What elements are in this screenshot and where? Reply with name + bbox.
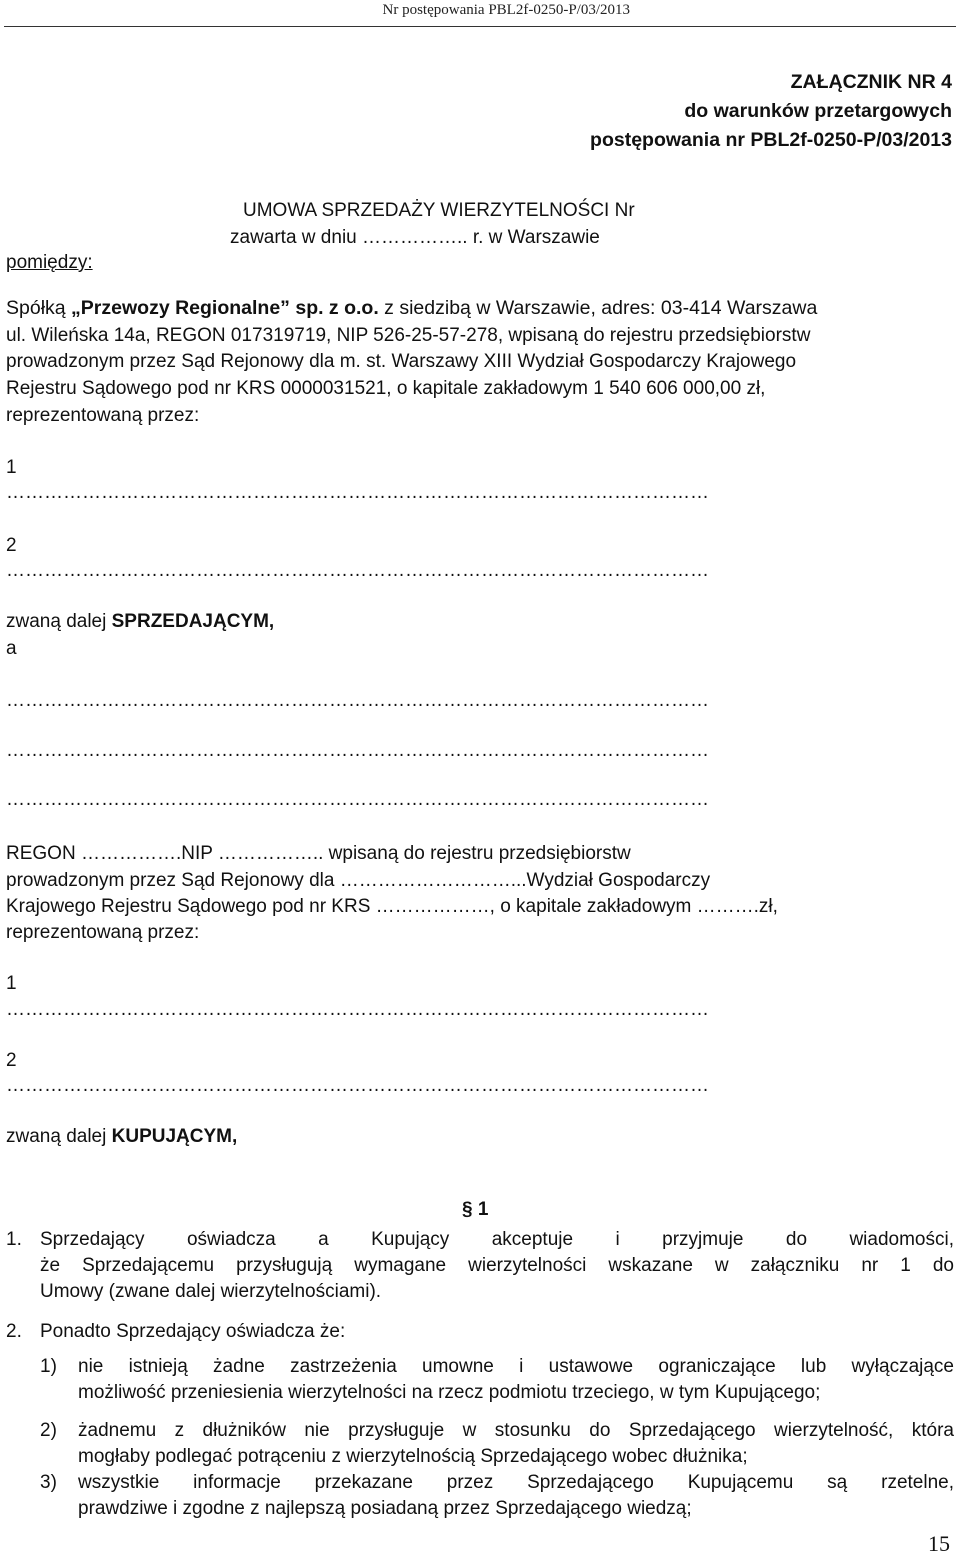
buyer-line-1: REGON …………….NIP …………….. wpisaną do rejestru przedsiębiorstw (6, 843, 631, 864)
seller-rep-1-dots: ………………………………………………………………………………………………… (6, 482, 709, 503)
buyer-dots-3: ………………………………………………………………………………………………… (6, 789, 709, 810)
between-label: pomiędzy: (6, 252, 93, 273)
section-mark (462, 1199, 488, 1221)
buyer-rep-1-dots: ………………………………………………………………………………………………… (6, 999, 709, 1020)
buyer-dots-1: ………………………………………………………………………………………………… (6, 690, 709, 711)
subitem-2-line-2: mogłaby podlegać potrąceniu z wierzytelnością Sprzedającego wobec dłużnika; (78, 1446, 748, 1467)
annex-title: ZAŁĄCZNIK NR 4 (790, 71, 952, 93)
seller-line-4: Rejestru Sądowego pod nr KRS 0000031521, o kapitale zakładowym 1 540 606 000,00 zł, (6, 378, 766, 399)
buyer-rep-2-dots: ………………………………………………………………………………………………… (6, 1075, 709, 1096)
buyer-rep-2-number: 2 (6, 1050, 17, 1071)
seller-rep-1-number: 1 (6, 457, 17, 478)
subitem-2-line-1: żadnemu z dłużników nie przysługuje w stosunku do Sprzedającego wierzytelność, która (78, 1420, 954, 1441)
subitem-3-line-2: prawdziwe i zgodne z najlepszą posiadaną przez Sprzedającego wiedzą; (78, 1498, 692, 1519)
section-number: 1 (477, 1199, 489, 1220)
item-1-line-2: że Sprzedającemu przysługują wymagane wierzytelności wskazane w załączniku nr 1 do (40, 1255, 954, 1276)
subitem-2-number: 2) (40, 1420, 57, 1441)
item-1-line-1: Sprzedający oświadcza a Kupujący akceptuje i przyjmuje do wiadomości, (40, 1229, 954, 1250)
seller-role: SPRZEDAJĄCYM, (111, 611, 275, 632)
buyer-line-4: reprezentowaną przez: (6, 922, 200, 943)
buyer-dots-2: ………………………………………………………………………………………………… (6, 740, 709, 761)
seller-name: „Przewozy Regionalne” sp. z o.o. (71, 297, 379, 319)
subitem-1-line-2: możliwość przeniesienia wierzytelności na rzecz podmiotu trzeciego, w tym Kupującego; (78, 1382, 821, 1403)
item-2-number: 2. (6, 1321, 22, 1342)
annex-subtitle: do warunków przetargowych (684, 100, 952, 122)
buyer-line-3: Krajowego Rejestru Sądowego pod nr KRS ………………, o kapitale zakładowym ……….zł, (6, 896, 778, 917)
buyer-role: KUPUJĄCYM, (111, 1126, 238, 1147)
subitem-3-number: 3) (40, 1472, 57, 1493)
item-1-number: 1. (6, 1229, 22, 1250)
subitem-3-line-1: wszystkie informacje przekazane przez Sprzedającego Kupującemu są rzetelne, (78, 1472, 954, 1493)
seller-designation: zwaną dalej SPRZEDAJĄCYM, (6, 611, 275, 632)
and-conjunction: a (6, 638, 17, 659)
contract-date-place: zawarta w dniu …………….. r. w Warszawie (230, 227, 600, 248)
section-sign-icon: § (462, 1199, 473, 1220)
seller-rep-2-number: 2 (6, 535, 17, 556)
buyer-rep-1-number: 1 (6, 973, 17, 994)
subitem-1-number: 1) (40, 1356, 57, 1377)
seller-line-1: Spółką „Przewozy Regionalne” sp. z o.o. z siedzibą w Warszawie, adres: 03-414 Warszawa (6, 297, 818, 319)
running-header: Nr postępowania PBL2f-0250-P/03/2013 (382, 2, 630, 18)
item-1-line-3: Umowy (zwane dalej wierzytelnościami). (40, 1281, 382, 1302)
buyer-designation: zwaną dalej KUPUJĄCYM, (6, 1126, 238, 1147)
seller-line-5: reprezentowaną przez: (6, 405, 200, 426)
seller-rep-2-dots: ………………………………………………………………………………………………… (6, 560, 709, 581)
header-rule (4, 26, 956, 27)
seller-line-3: prowadzonym przez Sąd Rejonowy dla m. st. Warszawy XIII Wydział Gospodarczy Krajowego (6, 351, 797, 372)
buyer-line-2: prowadzonym przez Sąd Rejonowy dla ………………………...Wydział Gospodarczy (6, 870, 711, 891)
contract-title: UMOWA SPRZEDAŻY WIERZYTELNOŚCI Nr (243, 200, 635, 221)
subitem-1-line-1: nie istnieją żadne zastrzeżenia umowne i ustawowe ograniczające lub wyłączające (78, 1356, 954, 1377)
item-2-line-1: Ponadto Sprzedający oświadcza że: (40, 1321, 346, 1342)
annex-reference: postępowania nr PBL2f-0250-P/03/2013 (590, 129, 952, 151)
seller-line-2: ul. Wileńska 14a, REGON 017319719, NIP 526-25-57-278, wpisaną do rejestru przedsiębiorstw (6, 325, 811, 346)
page-number: 15 (928, 1531, 950, 1556)
